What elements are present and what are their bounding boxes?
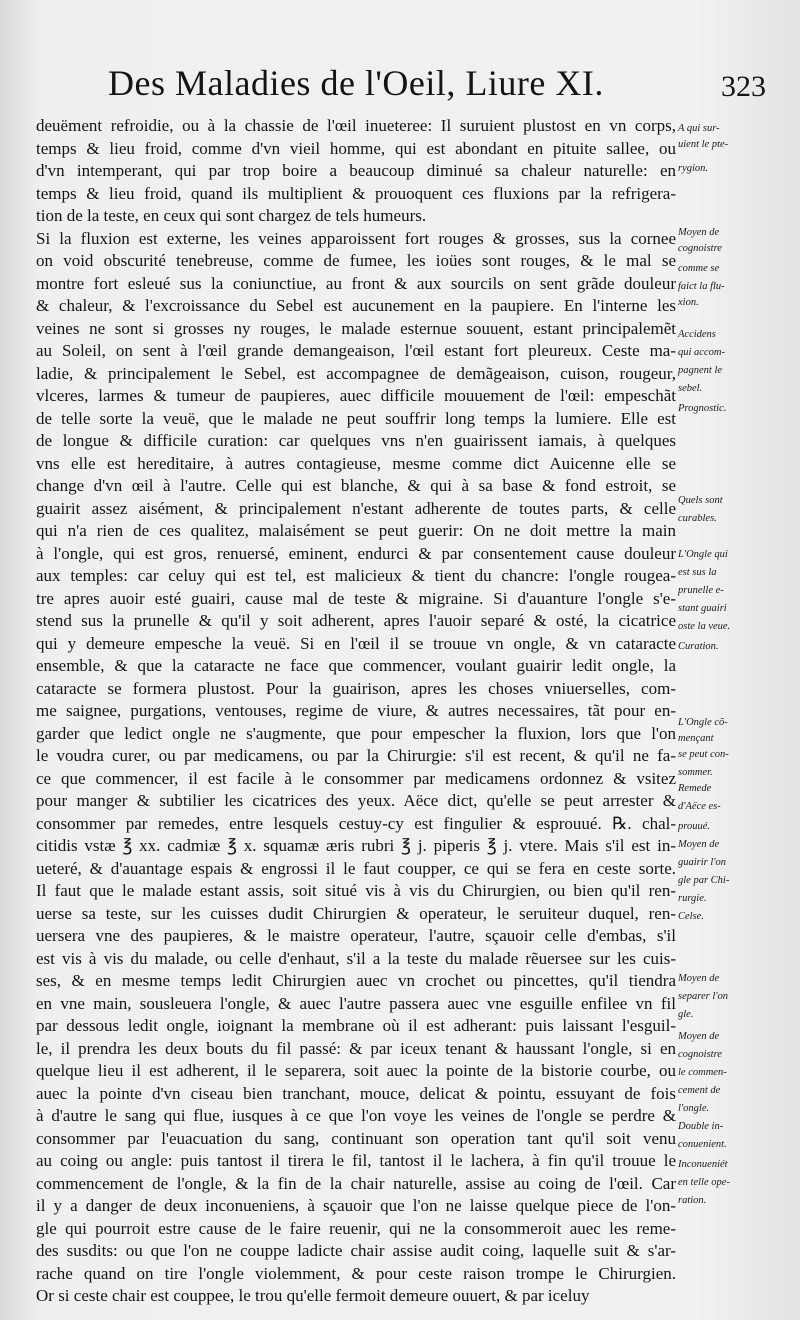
margin-note: se peut con-	[678, 749, 729, 760]
margin-note: l'ongle.	[678, 1103, 710, 1114]
margin-note: stant guairi	[678, 603, 727, 614]
text-line: me saignee, purgations, ventouses, regime de viure, & autres necessaires, tãt pour en-	[36, 701, 676, 720]
margin-note: prunelle e-	[678, 585, 724, 596]
margin-note: Moyen de	[678, 1031, 720, 1042]
text-line: gle qui pourroit estre cause de le faire reuenir, qui ne la consommeroit auec les reme-	[36, 1218, 676, 1238]
text-line: de longue & difficile curation: car quelques vns n'en guairissent iamais, à quelques	[36, 431, 676, 450]
text-line: à d'autre le sang qui flue, iusques à ce que l'on voye les veines de l'ongle se perdre &	[36, 1106, 676, 1125]
margin-note: d'Aëce es-	[678, 801, 721, 812]
text-line: temps & lieu froid, comme d'vn vieil homme, qui est abondant en pituite sallee, ou	[36, 138, 676, 158]
margin-note: Moyen de	[678, 973, 720, 984]
margin-note: Moyen de	[678, 839, 720, 850]
margin-note: rygion.	[678, 163, 709, 174]
text-line: par dessous ledit ongle, ioignant la membrane où il est adherant: puis laissant l'esguil-	[36, 1016, 676, 1035]
margin-note: Curation.	[678, 641, 719, 652]
margin-note: le commen-	[678, 1067, 727, 1078]
text-line: stend sus la prunelle & qu'il y soit adherent, apres l'auoir separé & osté, la cicatrice	[36, 611, 676, 630]
margin-note: Inconueniét	[678, 1159, 728, 1170]
margin-note: xion.	[678, 297, 699, 308]
text-line: guairit assez aisément, & principalement n'estant adherente de toutes parts, & celle	[36, 498, 676, 518]
page-number: 323	[721, 70, 766, 103]
text-line: pour manger & subtilier les cicatrices des yeux. Aëce dict, qu'elle se peut arrester &	[36, 791, 676, 810]
text-line: vns elle est hereditaire, à autres contagieuse, mesme comme dict Auicenne elle se	[36, 453, 676, 473]
margin-note: guairir l'on	[678, 857, 727, 868]
text-line: commencement de l'ongle, & la fin de la chair naturelle, assise au coing de l'œil. Car	[36, 1173, 676, 1193]
margin-note: Moyen de	[678, 227, 720, 238]
text-line: tre apres auoir esté guairi, cause mal de teste & migraine. Si d'auanture l'ongle s'e-	[36, 588, 676, 608]
text-line: Or si ceste chair est couppee, le trou qu'elle fermoit demeure ouuert, & par iceluy	[36, 1286, 590, 1305]
margin-note: sommer.	[678, 767, 713, 778]
text-line: quelque lieu il est adherent, il le separera, soit auec la pointe de la bistorie courbe, ou	[36, 1061, 676, 1080]
text-line: garder que ledict ongle ne s'augmente, que pour empescher la fluxion, lors que l'on	[36, 723, 676, 743]
margin-note: L'Ongle qui	[678, 549, 728, 560]
margin-note: cognoistre	[678, 1049, 722, 1060]
text-line: change d'vn œil à l'autre. Celle qui est blanche, & qui à sa base & fond estroit, se	[36, 476, 676, 495]
text-line: veines ne sont si grosses ny rouges, le malade esternue souuent, estant principalemẽt	[36, 318, 676, 338]
main-text-block	[36, 115, 676, 1308]
margin-note: separer l'on	[678, 991, 728, 1002]
margin-note: comme se	[678, 263, 720, 274]
margin-note: en telle ope-	[678, 1177, 730, 1188]
running-title: Des Maladies de l'Oeil, Liure XI.	[108, 63, 604, 103]
text-line: de telle sorte la veuë, que le malade ne peut souffrir long temps la lumiere. Elle est	[36, 408, 676, 428]
text-line: uerse sa teste, sur les cuisses dudit Chirurgien & operateur, le seruiteur duquel, ren-	[36, 903, 676, 923]
text-line: d'vn intemperant, qui par trop boire a beaucoup diminué sa chaleur naturelle: en	[36, 161, 676, 180]
margin-note: cement de	[678, 1085, 721, 1096]
text-line: consommer par remedes, entre lesquels cestuy-cy est fingulier & esprouué. ℞. chal-	[36, 813, 676, 833]
margin-note: rurgie.	[678, 893, 707, 904]
margin-note: cognoistre	[678, 243, 722, 254]
margin-note: Quels sont	[678, 495, 723, 506]
text-line: Si la fluxion est externe, les veines apparoissent fort rouges & grosses, sus la cornee	[36, 228, 676, 248]
text-line: ladie, & principalement le Sebel, est accompagnee de demãgeaison, cuison, rougeur,	[36, 363, 676, 383]
margin-note: Double in-	[678, 1121, 724, 1132]
page-header	[108, 62, 766, 112]
text-line: auec la pointe d'vn ciseau bien tranchant, mouce, delicat & pointu, essuyant de fois	[36, 1083, 676, 1103]
margin-note: ration.	[678, 1195, 707, 1206]
margin-note: mençant	[678, 733, 714, 744]
margin-note: pagnent le	[678, 365, 723, 376]
margin-note: oste la veue.	[678, 621, 731, 632]
text-line: deuëment refroidie, ou à la chassie de l'œil inueteree: Il suruient plustost en vn corps,	[36, 116, 676, 135]
margin-note: Remede	[678, 783, 712, 794]
text-line: au coing ou angle: puis tantost il tirera le fil, tantost il le lachera, à fin qu'il trouue le	[36, 1151, 676, 1170]
text-line: le, il prendra les deux bouts du fil passé: & par iceux tenant & haussant l'ongle, si en	[36, 1038, 676, 1058]
margin-note: Prognostic.	[678, 403, 727, 414]
text-line: en vne main, sousleuera l'ongle, & auec l'autre passera auec vne esguille enfilee vn fil	[36, 993, 676, 1013]
margin-note: Celse.	[678, 911, 704, 922]
text-line: à l'ongle, qui est gros, renuersé, eminent, endurci & par consentement cause douleur	[36, 543, 676, 563]
text-line: uersera vne des paupieres, & le maistre operateur, l'autre, sçauoir celle d'embas, s'il	[36, 926, 676, 945]
text-line: ensemble, & que la cataracte ne face que commencer, voulant guairir ledit ongle, la	[36, 656, 676, 675]
text-line: rache quand on tire l'ongle violemment, & pour ceste raison trompe le Chirurgien.	[36, 1263, 676, 1283]
margin-note: conuenient.	[678, 1139, 727, 1150]
text-line: il y a danger de deux inconueniens, à sçauoir que l'on ne laisse quelque piece de l'on-	[36, 1196, 676, 1215]
margin-note: uient le pte-	[678, 139, 729, 150]
text-line: cataracte se formera plustost. Pour la guairison, apres les choses vniuerselles, com-	[36, 678, 676, 698]
text-line: & chaleur, & l'excroissance du Sebel est aucunement en la paupiere. En l'interne les	[36, 296, 676, 315]
text-line: le voudra curer, ou par medicamens, ou par la Chirurgie: s'il est recent, & qu'il ne fa-	[36, 746, 676, 765]
margin-note: Accidens	[678, 329, 716, 340]
margin-note: est sus la	[678, 567, 717, 578]
text-line: Il faut que le malade estant assis, soit situé vis à vis du Chirurgien, ou bien qu'il ren-	[36, 881, 676, 900]
margin-note: curables.	[678, 513, 717, 524]
text-line: des susdits: ou que l'on ne couppe ladicte chair assise audit coing, laquelle suit & s'ar-	[36, 1241, 676, 1260]
text-line: on void obscurité tenebreuse, comme de fumee, les ioües sont rouges, & le mal se	[36, 251, 676, 270]
text-line: ce que commencer, il est facile à le consommer par medicamens ordonnez & vsitez	[36, 768, 676, 788]
text-line: tion de la teste, en ceux qui sont chargez de tels humeurs.	[36, 206, 427, 225]
text-line: consommer par l'euacuation du sang, continuant son operation tant qu'il soit venu	[36, 1128, 676, 1148]
margin-note: qui accom-	[678, 347, 725, 358]
text-line: au Soleil, on sent à l'œil grande demangeaison, l'œil estant fort pleureux. Ceste ma-	[36, 341, 676, 360]
text-line: montre fort esleué sus la coniunctiue, au front & aux sourcils on sent grãde douleur	[36, 273, 676, 293]
text-line: ses, & en mesme temps ledit Chirurgien auec vn crochet ou pincettes, qu'il tiendra	[36, 971, 676, 990]
margin-note: gle.	[678, 1009, 694, 1020]
margin-note: L'Ongle cõ-	[678, 717, 728, 728]
margin-note: gle par Chi-	[678, 875, 730, 886]
margin-note: sebel.	[678, 383, 703, 394]
margin-note: faict la flu-	[678, 281, 725, 292]
text-line: temps & lieu froid, quand ils multiplient & prouoquent ces fluxions par la refrigera-	[36, 183, 676, 203]
text-line: vlceres, larmes & tumeur de paupieres, auec difficile mouuement de l'œil: empeschãt	[36, 386, 676, 405]
text-line: aux temples: car celuy qui est tel, est malicieux & tient du chancre: l'ongle rougea-	[36, 566, 676, 585]
text-line: est vis à vis du malade, ou celle d'enhaut, s'il a la teste du malade rẽuersee sur les cuis-	[36, 948, 676, 968]
text-line: qui y demeure empesche la veuë. Si en l'œil il se trouue vn ongle, & vn cataracte	[36, 633, 676, 653]
text-line: citidis vstæ ℥ xx. cadmiæ ℥ x. squamæ æris rubri ℥ j. piperis ℥ j. vtere. Mais s'il est in-	[36, 836, 676, 855]
margin-note: A qui sur-	[678, 123, 720, 134]
margin-note: prouué.	[678, 821, 710, 832]
text-line: ueteré, & d'auantage espais & engrossi il le faut coupper, ce qui se fera en ceste sorte.	[36, 858, 676, 878]
text-line: qui n'a rien de ces qualitez, malaisément se peut guerir: On ne doit mettre la main	[36, 521, 676, 540]
